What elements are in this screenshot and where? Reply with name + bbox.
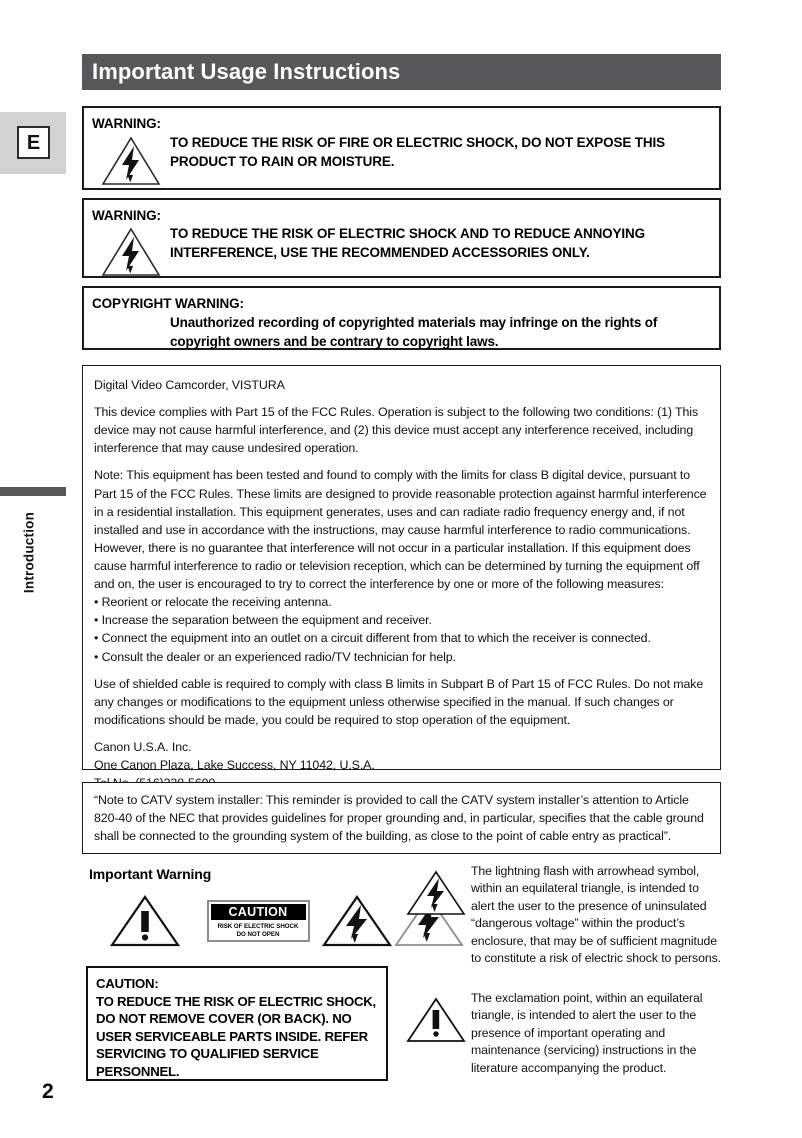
exclamation-explanation [405,990,725,1077]
caution-plate [195,900,321,942]
copyright-warning-box [82,286,721,350]
warning-body: TO REDUCE THE RISK OF ELECTRIC SHOCK AND TO REDUCE ANNOYING INTERFERENCE, USE THE RECOMMENDED ACCESSORIES ONLY. [170,226,645,261]
company-address: One Canon Plaza, Lake Success, NY 11042, U.S.A. [94,758,375,773]
lightning-bolt-triangle-icon [92,224,170,278]
fcc-measure-item: • Increase the separation between the equipment and receiver. [94,613,432,628]
fcc-product-line: Digital Video Camcorder, VISTURA [94,378,285,392]
warning-box-fire-moisture [82,106,721,190]
language-badge: E [17,126,50,159]
lightning-explanation-text: The lightning flash with arrowhead symbol, within an equilateral triangle, is intended to alert the user to the presence of uninsulated “dangerous voltage” within the product’s enclosure, that may be of sufficient magnitude to constitute a risk of electric shock to persons. [471,864,721,966]
caution-servicing-box [86,966,388,1081]
fcc-note-paragraph: Note: This equipment has been tested and found to comply with the limits for class B digital device, pursuant to Part 15 of the FCC Rules. These limits are designed to provide reasonable protection against harmful interference in a residential installation. This equipment generates, uses and can radiate radio frequency energy and, if not installed and use in accordance with the instructions, may cause harmful interference to radio communications. However, there is no guarantee that interference will not occur in a particular installation. If this equipment does cause harmful interference to radio or television reception, which can be determined by turning the equipment off and on, the user is encouraged to try to correct the interference by one or more of the following measures: [94,468,707,592]
lightning-bolt-triangle-icon [92,133,170,187]
caution-box-body: TO REDUCE THE RISK OF ELECTRIC SHOCK, DO NOT REMOVE COVER (OR BACK). NO USER SERVICEABLE PARTS INSIDE. REFER SERVICING TO QUALIFIED SERVICE PERSONNEL. [96,993,376,1079]
exclamation-triangle-icon [95,894,195,948]
fcc-measure-item: • Reorient or relocate the receiving antenna. [94,595,332,610]
lightning-bolt-triangle-icon [321,894,393,948]
fcc-statement-box [82,365,721,773]
page-header [82,54,721,90]
fcc-measure-item: • Connect the equipment into an outlet on a circuit different from that to which the receiver is connected. [94,631,651,646]
exclamation-explanation-text: The exclamation point, within an equilateral triangle, is intended to alert the user to the presence of important operating and maintenance (servicing) instructions in the literature accompanying the product. [471,991,703,1075]
copyright-warning-body: Unauthorized recording of copyrighted materials may infringe on the rights of copyright owners and be contrary to copyright laws. [170,315,658,350]
warning-box-interference [82,198,721,278]
caution-plate-sub-line-2: DO NOT OPEN [236,931,280,939]
copyright-warning-heading: COPYRIGHT WARNING: [92,296,244,311]
warning-heading: WARNING: [92,208,161,223]
catv-note-box [82,782,721,854]
warning-heading: WARNING: [92,116,161,131]
catv-note-text: “Note to CATV system installer: This reminder is provided to call the CATV system installer’s attention to Article 820-40 of the NEC that provides guidelines for proper grounding and, in particular, specifies that the cable ground shall be connected to the grounding system of the building, as close to the point of cable entry as practical”. [94,793,704,844]
caution-plate-bar-label: CAUTION [211,904,306,920]
page-number: 2 [42,1080,54,1103]
section-tab-label: Introduction [21,511,37,594]
company-name: Canon U.S.A. Inc. [94,739,192,754]
lightning-explanation [405,863,725,968]
fcc-measure-item: • Consult the dealer or an experienced radio/TV technician for help. [94,649,456,664]
caution-plate-sub-line-1: RISK OF ELECTRIC SHOCK [217,923,299,930]
fcc-compliance-paragraph: This device complies with Part 15 of the FCC Rules. Operation is subject to the following two conditions: (1) This device may not cause harmful interference, and (2) this device must accept any interference received, including interference that may cause undesired operation. [94,405,699,456]
lightning-bolt-triangle-icon [405,863,471,917]
caution-box-heading: CAUTION: [96,976,159,991]
warning-body: TO REDUCE THE RISK OF FIRE OR ELECTRIC SHOCK, DO NOT EXPOSE THIS PRODUCT TO RAIN OR MOISTURE. [170,135,665,170]
exclamation-triangle-icon [405,990,471,1044]
important-warning-title: Important Warning [89,866,212,882]
page-title: Important Usage Instructions [92,59,401,84]
fcc-shielded-cable-paragraph: Use of shielded cable is required to comply with class B limits in Subpart B of Part 15 of FCC Rules. Do not make any changes or modifications to the equipment unless otherwise specified in the manual. If such changes or modifications should be made, you could be required to stop operation of the equipment. [94,676,704,727]
